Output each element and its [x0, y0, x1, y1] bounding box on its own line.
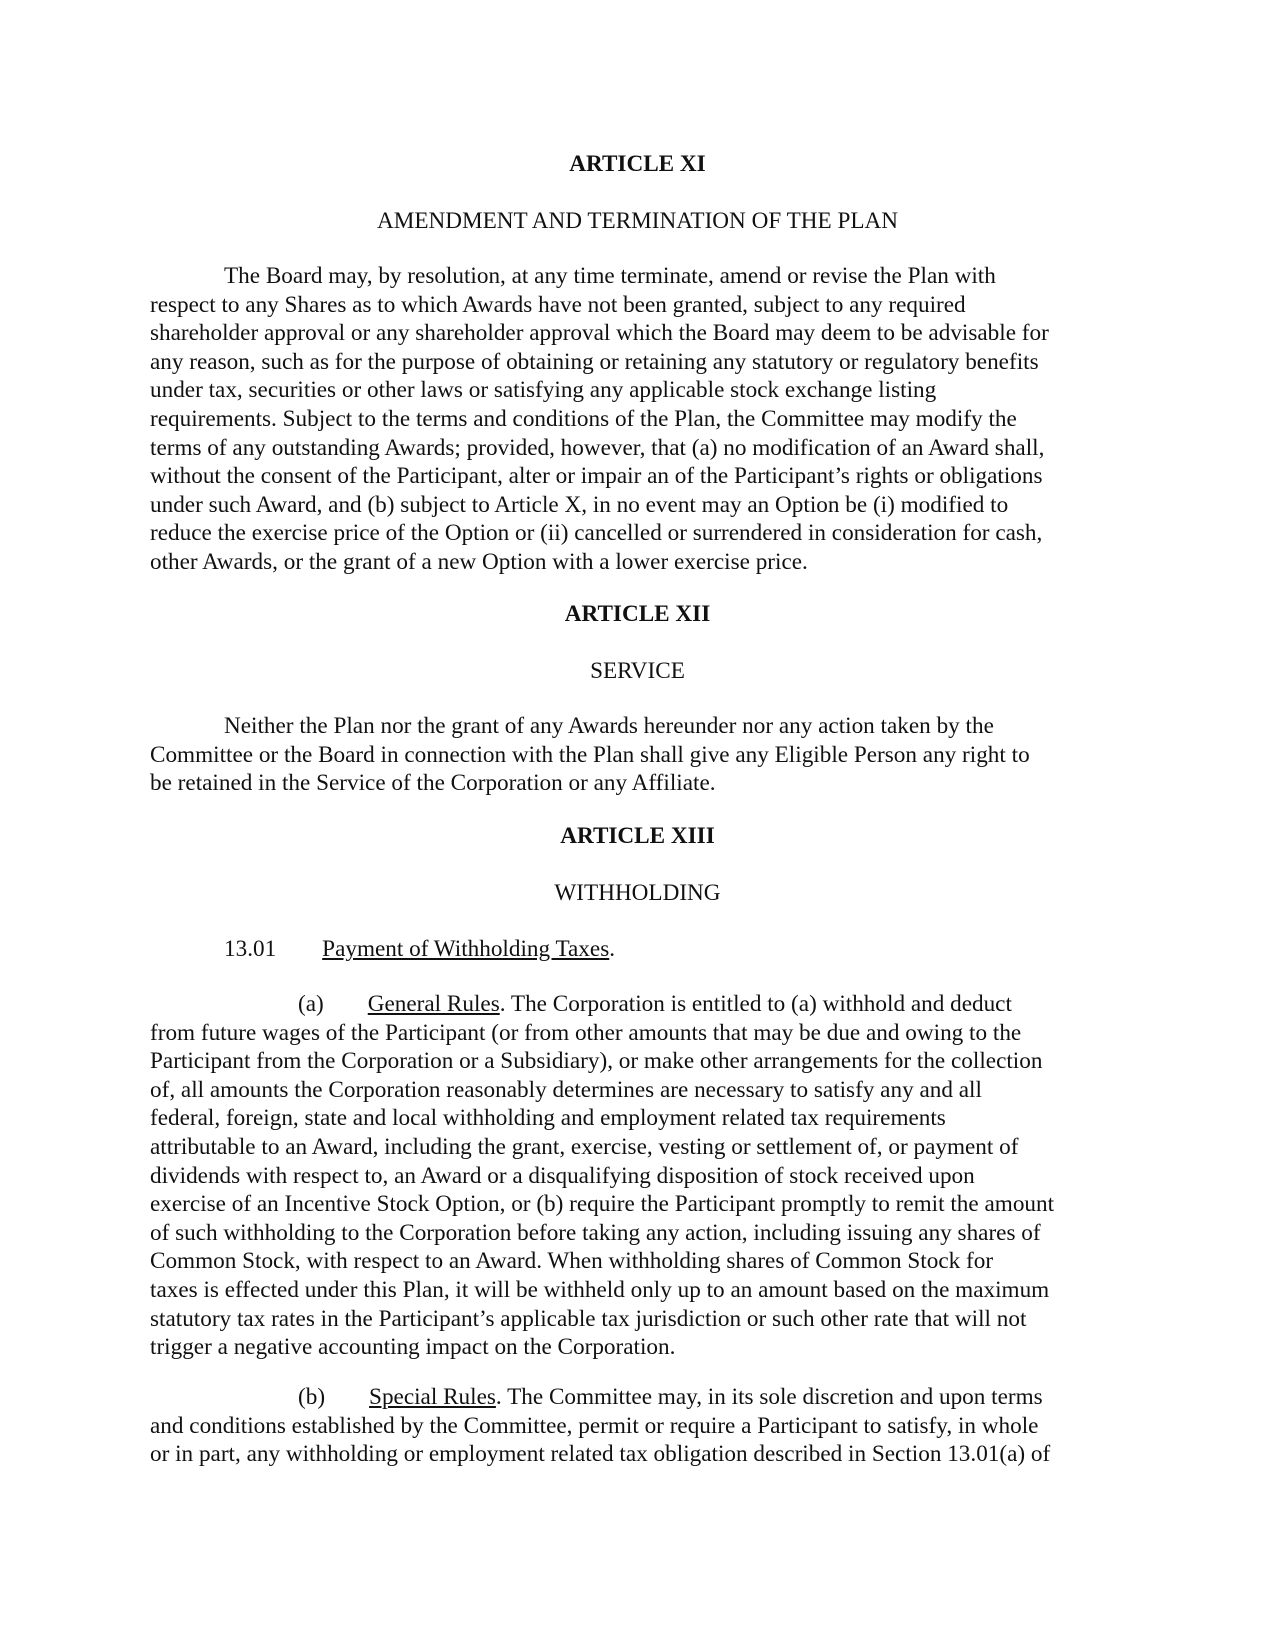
paragraph-line: attributable to an Award, including the grant, exercise, vesting or settlement of, or payment of [150, 1133, 1019, 1160]
subsection-b [150, 1383, 1125, 1469]
article-xi-paragraph [150, 262, 1125, 577]
paragraph-line: dividends with respect to, an Award or a disqualifying disposition of stock received upon [150, 1162, 975, 1189]
article-xii-title: ARTICLE XII [564, 601, 711, 627]
paragraph-line: trigger a negative accounting impact on the Corporation. [150, 1334, 676, 1361]
paragraph-line: of such withholding to the Corporation before taking any action, including issuing any shares of [150, 1219, 1041, 1246]
paragraph-line: federal, foreign, state and local withholding and employment related tax requirements [150, 1105, 946, 1132]
paragraph-line: from future wages of the Participant (or from other amounts that may be due and owing to the [150, 1019, 1022, 1046]
paragraph-line: respect to any Shares as to which Awards have not been granted, subject to any required [150, 291, 966, 318]
paragraph-line: and conditions established by the Committee, permit or require a Participant to satisfy, in whole [150, 1412, 1039, 1439]
paragraph-line: Participant from the Corporation or a Subsidiary), or make other arrangements for the collection [150, 1048, 1043, 1075]
paragraph-line: The Board may, by resolution, at any time terminate, amend or revise the Plan with [224, 263, 996, 289]
section-number: 13.01 [224, 936, 277, 962]
paragraph-line: under tax, securities or other laws or satisfying any applicable stock exchange listing [150, 377, 937, 404]
paragraph-line: any reason, such as for the purpose of obtaining or retaining any statutory or regulatory benefits [150, 348, 1039, 375]
paragraph-line: terms of any outstanding Awards; provided, however, that (a) no modification of an Award shall, [150, 434, 1045, 461]
subsection-heading: General Rules [367, 991, 500, 1017]
paragraph-line: reduce the exercise price of the Option or (ii) cancelled or surrendered in consideration for cash, [150, 520, 1043, 547]
article-xii-subtitle: SERVICE [590, 658, 685, 684]
article-xi-subtitle: AMENDMENT AND TERMINATION OF THE PLAN [376, 208, 899, 234]
subsection-first-line: . The Committee may, in its sole discretion and upon terms [495, 1384, 1043, 1410]
paragraph-line: under such Award, and (b) subject to Article X, in no event may an Option be (i) modified to [150, 491, 1009, 518]
article-xii-paragraph [150, 712, 1125, 798]
paragraph-line: exercise of an Incentive Stock Option, or (b) require the Participant promptly to remit the amount [150, 1191, 1055, 1218]
subsection-label: (b) [298, 1384, 326, 1410]
section-heading-suffix: . [609, 936, 616, 962]
paragraph-line: be retained in the Service of the Corporation or any Affiliate. [150, 770, 716, 797]
article-xiii-title: ARTICLE XIII [560, 823, 715, 849]
subsection-a [150, 990, 1125, 1362]
paragraph-line: or in part, any withholding or employment related tax obligation described in Section 13.01(a) of [150, 1441, 1051, 1468]
subsection-first-line: . The Corporation is entitled to (a) withhold and deduct [499, 991, 1012, 1017]
paragraph-line: of, all amounts the Corporation reasonably determines are necessary to satisfy any and all [150, 1076, 982, 1103]
paragraph-line: without the consent of the Participant, alter or impair an of the Participant’s rights or obligations [150, 463, 1043, 490]
subsection-heading: Special Rules [369, 1384, 496, 1410]
paragraph-line: Neither the Plan nor the grant of any Awards hereunder nor any action taken by the [224, 713, 994, 739]
section-13-01-heading [150, 935, 1125, 964]
paragraph-line: taxes is effected under this Plan, it will be withheld only up to an amount based on the maximum [150, 1276, 1050, 1303]
paragraph-line: statutory tax rates in the Participant’s applicable tax jurisdiction or such other rate that will not [150, 1305, 1027, 1332]
paragraph-line: Committee or the Board in connection with the Plan shall give any Eligible Person any right to [150, 741, 1030, 768]
subsection-label: (a) [298, 991, 324, 1017]
paragraph-line: other Awards, or the grant of a new Option with a lower exercise price. [150, 548, 808, 575]
article-xi-title: ARTICLE XI [569, 151, 706, 177]
paragraph-line: Common Stock, with respect to an Award. When withholding shares of Common Stock for [150, 1248, 994, 1275]
paragraph-line: shareholder approval or any shareholder approval which the Board may deem to be advisable for [150, 320, 1049, 347]
article-xiii-subtitle: WITHHOLDING [554, 880, 721, 906]
paragraph-line: requirements. Subject to the terms and conditions of the Plan, the Committee may modify the [150, 405, 1017, 432]
section-heading: Payment of Withholding Taxes [322, 936, 610, 962]
